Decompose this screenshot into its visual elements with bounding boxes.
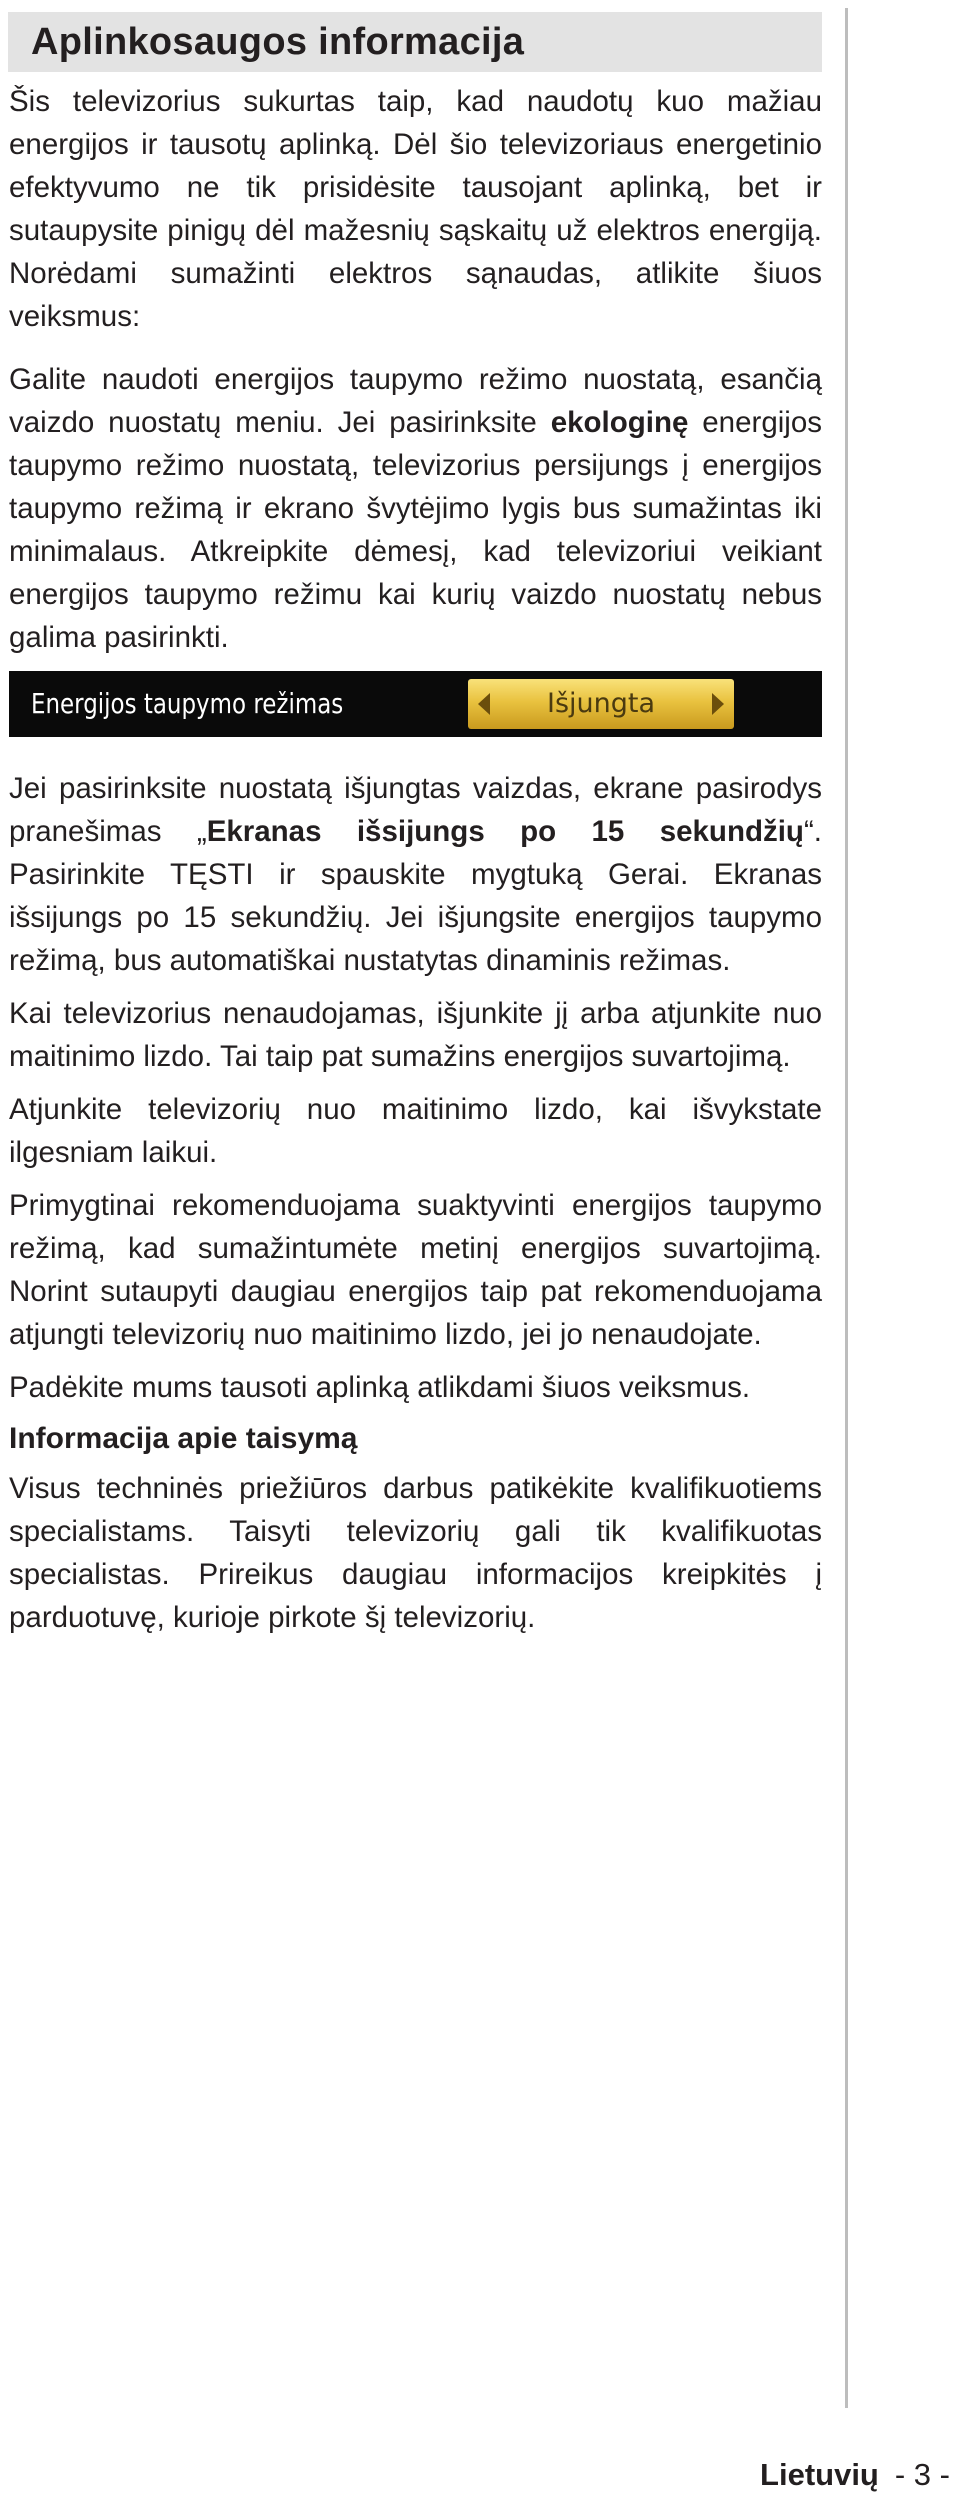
- menu-label: Energijos taupymo režimas: [31, 687, 344, 720]
- page-title: Aplinkosaugos informacija: [31, 21, 525, 63]
- eco-term: ekologinę: [550, 406, 689, 439]
- section-header: [8, 12, 822, 72]
- section-title-repair: Informacija apie taisymą: [9, 1422, 358, 1455]
- paragraph-energy-mode-text-a: Galite naudoti energijos taupymo režimo nuostatą, esančią vaizdo nuostatų meniu. Jei pasirinksite: [9, 363, 822, 439]
- page-number: - 3 -: [894, 2457, 950, 2492]
- screen-off-message: Ekranas išsijungs po 15 sekundžių: [206, 815, 804, 848]
- column-divider: [845, 8, 848, 2408]
- footer-language: Lietuvių: [760, 2457, 879, 2492]
- energy-mode-value: Išjungta: [546, 688, 656, 719]
- paragraph-long-absence: Atjunkite televizorių nuo maitinimo lizdo, kai išvykstate ilgesniam laikui.: [9, 1093, 822, 1169]
- paragraph-screen-off: [9, 767, 822, 982]
- paragraph-intro: Šis televizorius sukurtas taip, kad naudotų kuo mažiau energijos ir tausotų aplinką. Dėl šio televizoriaus energetinio efektyvumo ne tik prisidėsite tausojant aplinką, bet ir sutaupysite pinigų dėl mažesnių sąskaitų už elektros energiją. Norėdami sumažinti elektros sąnaudas, atlikite šiuos veiksmus:: [9, 85, 822, 333]
- paragraph-energy-mode-text-b: energijos taupymo režimo nuostatą, televizorius persijungs į energijos taupymo režimą ir ekrano švytėjimo lygis bus sumažintas iki minimalaus. Atkreipkite dėmesį, kad televizoriui veikiant energijos taupymo režimu kai kurių vaizdo nuostatų nebus galima pasirinkti.: [9, 406, 822, 654]
- paragraph-screen-off-text-b: “. Pasirinkite TĘSTI ir spauskite mygtuką Gerai. Ekranas išsijungs po 15 sekundžių. Jei išjungsite energijos taupymo režimą, bus automatiškai nustatytas dinaminis režimas.: [9, 815, 822, 977]
- paragraph-unplug: Kai televizorius nenaudojamas, išjunkite jį arba atjunkite nuo maitinimo lizdo. Tai taip pat sumažins energijos suvartojimą.: [9, 997, 822, 1073]
- paragraph-help-environment: Padėkite mums tausoti aplinką atlikdami šiuos veiksmus.: [9, 1371, 751, 1404]
- paragraph-repair: Visus techninės priežiūros darbus patikėkite kvalifikuotiems specialistams. Taisyti televizorių gali tik kvalifikuotas specialistas. Prireikus daugiau informacijos kreipkitės į parduotuvę, kurioje pirkote šį televizorių.: [9, 1472, 822, 1634]
- page-footer: [760, 2455, 950, 2495]
- energy-saving-menu-bar: [9, 671, 822, 737]
- paragraph-energy-mode: [9, 358, 822, 659]
- energy-mode-selector[interactable]: [468, 679, 734, 729]
- paragraph-screen-off-text-a: Jei pasirinksite nuostatą išjungtas vaizdas, ekrane pasirodys pranešimas „: [9, 772, 822, 848]
- content-column: [9, 80, 822, 1649]
- paragraph-recommendation: Primygtinai rekomenduojama suaktyvinti energijos taupymo režimą, kad sumažintumėte metinį energijos suvartojimą. Norint sutaupyti daugiau energijos taip pat rekomenduojama atjungti televizorių nuo maitinimo lizdo, jei jo nenaudojate.: [9, 1189, 822, 1351]
- chevron-right-icon[interactable]: [706, 679, 730, 729]
